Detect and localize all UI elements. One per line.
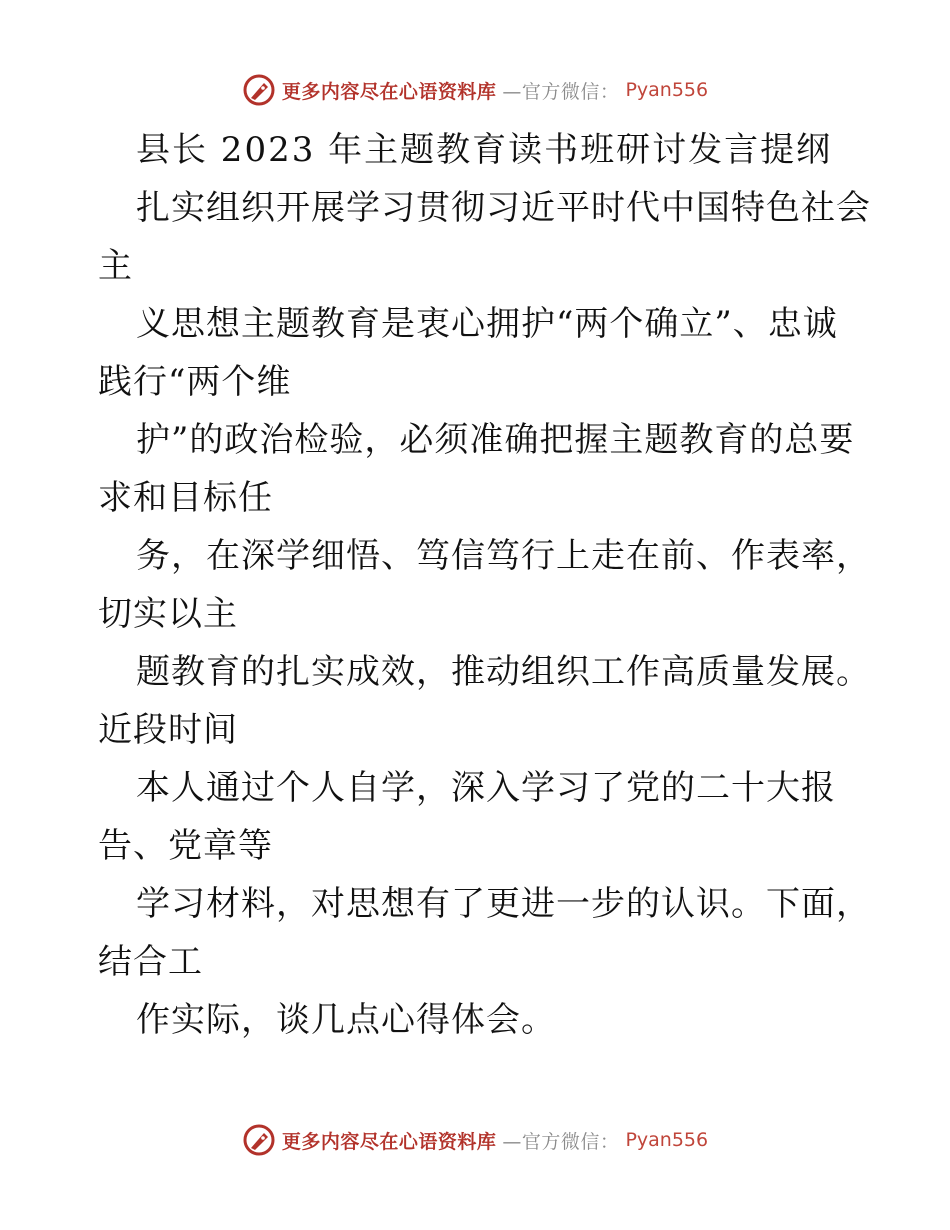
text-line: 学习材料，对思想有了更进一步的认识。下面， [136,884,871,924]
document-title: 县长 2023 年主题教育读书班研讨发言提纲 [136,130,833,170]
text-line: 求和目标任 [98,478,273,518]
pen-nib-logo-icon [242,73,276,107]
banner-main-text: 更多内容尽在心语资料库 [281,80,497,103]
text-line: 近段时间 [98,710,238,750]
text-line: 本人通过个人自学，深入学习了党的二十大报 [136,768,836,808]
text-line: 结合工 [98,942,203,982]
footer-banner [0,1120,950,1160]
text-line: 义思想主题教育是衷心拥护“两个确立”、忠诚 [136,304,838,344]
text-line: 主 [98,246,133,286]
banner-wechat-id: Pyan556 [625,79,709,101]
text-line: 告、党章等 [98,826,273,866]
text-line: 扎实组织开展学习贯彻习近平时代中国特色社会 [136,188,871,228]
banner-separator-text: —官方微信： [502,80,620,103]
pen-nib-logo-icon [242,1123,276,1157]
header-banner [0,70,950,110]
banner-separator-text: —官方微信： [502,1130,620,1153]
text-line: 护”的政治检验，必须准确把握主题教育的总要 [136,420,855,460]
text-line: 作实际，谈几点心得体会。 [136,1000,556,1040]
banner-wechat-id: Pyan556 [625,1129,709,1151]
text-line: 切实以主 [98,594,238,634]
text-line: 务，在深学细悟、笃信笃行上走在前、作表率， [136,536,871,576]
text-line: 践行“两个维 [98,362,292,402]
text-line: 题教育的扎实成效，推动组织工作高质量发展。 [136,652,871,692]
banner-main-text: 更多内容尽在心语资料库 [281,1130,497,1153]
